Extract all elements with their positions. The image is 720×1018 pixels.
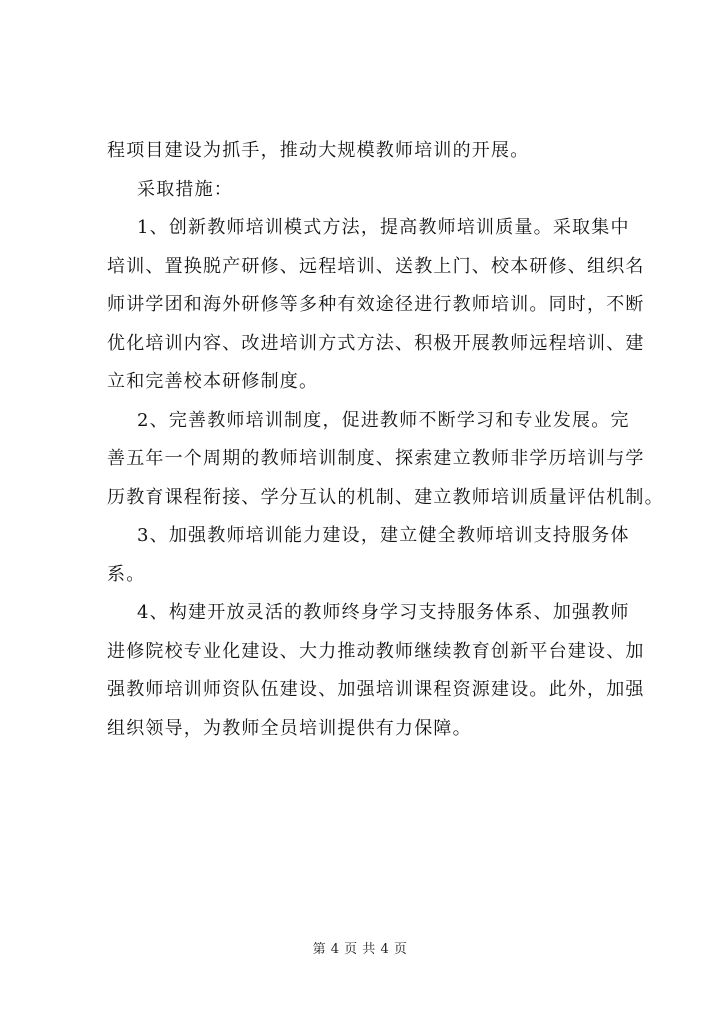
text-line: 4、构建开放灵活的教师终身学习支持服务体系、加强教师 [137, 602, 630, 623]
section-heading: 采取措施： [137, 178, 233, 200]
text-line: 优化培训内容、改进培训方式方法、积极开展教师远程培训、建 [107, 332, 645, 354]
text-line: 组织领导，为教师全员培训提供有力保障。 [107, 717, 472, 739]
text-line: 历教育课程衔接、学分互认的机制、建立教师培训质量评估机制。 [107, 486, 664, 508]
text-line: 3、加强教师培训能力建设，建立健全教师培训支持服务体 [137, 525, 630, 546]
document-body [107, 132, 664, 748]
text-line: 培训、置换脱产研修、远程培训、送教上门、校本研修、组织名 [107, 255, 645, 277]
text-line: 强教师培训师资队伍建设、加强培训课程资源建设。此外，加强 [107, 679, 645, 700]
text-line: 立和完善校本研修制度。 [107, 371, 319, 392]
text-line: 2、完善教师培训制度，促进教师不断学习和专业发展。完 [137, 409, 630, 431]
text-line: 进修院校专业化建设、大力推动教师继续教育创新平台建设、加 [107, 640, 645, 662]
text-line: 善五年一个周期的教师培训制度、探索建立教师非学历培训与学 [107, 448, 645, 469]
text-line: 1、创新教师培训模式方法，提高教师培训质量。采取集中 [137, 217, 630, 238]
text-line: 程项目建设为抓手，推动大规模教师培训的开展。 [107, 140, 530, 161]
text-line: 师讲学团和海外研修等多种有效途径进行教师培训。同时，不断 [107, 294, 645, 315]
text-line: 系。 [107, 563, 146, 585]
page-number-footer: 第 4 页 共 4 页 [312, 942, 408, 957]
